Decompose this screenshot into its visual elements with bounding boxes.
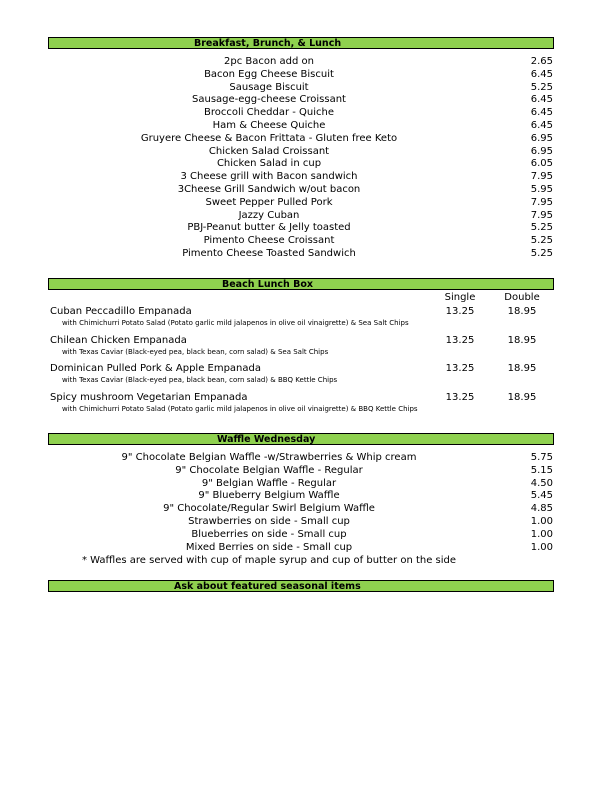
menu-item-name: Gruyere Cheese & Bacon Frittata - Gluten free Keto <box>140 132 398 144</box>
waffle-item-name: 9" Chocolate Belgian Waffle -w/Strawberries & Whip cream <box>121 452 417 463</box>
menu-item-row <box>0 209 612 222</box>
menu-item-price: 5.25 <box>530 81 553 93</box>
menu-item-row <box>0 119 612 132</box>
waffle-item-price: 4.50 <box>530 477 553 489</box>
lunchbox-item-name: Dominican Pulled Pork & Apple Empanada <box>50 363 261 375</box>
menu-item-price: 7.95 <box>530 171 553 183</box>
menu-item-name: Broccoli Cheddar - Quiche <box>203 107 335 119</box>
menu-item-name: Chicken Salad in cup <box>216 158 322 170</box>
section-header-lunchbox <box>48 278 554 290</box>
menu-item-name: Pimento Cheese Croissant <box>203 235 335 247</box>
menu-item-name: Bacon Egg Cheese Biscuit <box>204 68 334 80</box>
lunchbox-item-double-price: 18.95 <box>507 392 537 404</box>
lunchbox-item-description: with Chimichurri Potato Salad (Potato garlic mild jalapenos in olive oil vinaigrette) & BBQ Kettle Chips <box>62 405 418 414</box>
column-header-double: Double <box>504 292 540 303</box>
lunchbox-item-name: Chilean Chicken Empanada <box>50 334 187 346</box>
section-title: Ask about featured seasonal items <box>174 581 361 592</box>
menu-item-price: 7.95 <box>530 196 553 208</box>
menu-item-row <box>0 93 612 106</box>
menu-item-price: 6.95 <box>530 132 553 144</box>
section-title: Breakfast, Brunch, & Lunch <box>194 38 342 49</box>
lunchbox-item-double-price: 18.95 <box>507 306 537 317</box>
lunchbox-item-single-price: 13.25 <box>445 334 475 346</box>
menu-item-name: Sweet Pepper Pulled Pork <box>205 196 333 208</box>
lunchbox-item-single-price: 13.25 <box>445 306 475 317</box>
menu-item-price: 6.45 <box>530 94 553 106</box>
waffle-item-row <box>0 515 612 528</box>
waffle-item-price: 1.00 <box>530 541 553 553</box>
waffle-item-name: 9" Chocolate Belgian Waffle - Regular <box>175 464 363 476</box>
menu-item-row <box>0 234 612 247</box>
waffle-item-name: Strawberries on side - Small cup <box>188 516 350 527</box>
menu-item-row <box>0 170 612 183</box>
menu-item-price: 5.25 <box>530 248 553 259</box>
waffle-item-price: 5.75 <box>530 452 553 463</box>
lunchbox-item-row <box>0 362 612 375</box>
menu-item-row <box>0 81 612 94</box>
lunchbox-item-single-price: 13.25 <box>445 392 475 404</box>
lunchbox-item-row <box>0 334 612 347</box>
waffle-item-price: 4.85 <box>530 503 553 515</box>
menu-item-price: 6.45 <box>530 107 553 119</box>
waffle-item-row <box>0 502 612 515</box>
menu-item-name: Sausage Biscuit <box>229 81 309 93</box>
section-title: Waffle Wednesday <box>217 434 316 445</box>
menu-item-price: 5.25 <box>530 222 553 234</box>
lunchbox-item-single-price: 13.25 <box>445 363 475 375</box>
menu-item-row <box>0 68 612 81</box>
menu-item-row <box>0 106 612 119</box>
waffle-item-row <box>0 451 612 464</box>
menu-item-price: 5.25 <box>530 235 553 247</box>
waffle-item-price: 5.15 <box>530 464 553 476</box>
menu-item-price: 6.05 <box>530 158 553 170</box>
menu-item-row <box>0 247 612 260</box>
menu-item-name: Ham & Cheese Quiche <box>212 120 326 131</box>
lunchbox-item-description: with Texas Caviar (Black-eyed pea, black bean, corn salad) & BBQ Kettle Chips <box>62 376 338 385</box>
menu-item-row <box>0 183 612 196</box>
waffle-item-name: 9" Belgian Waffle - Regular <box>201 477 337 489</box>
menu-item-price: 6.45 <box>530 120 553 131</box>
menu-item-row <box>0 145 612 158</box>
lunchbox-item-double-price: 18.95 <box>507 363 537 375</box>
waffle-item-name: Blueberries on side - Small cup <box>191 528 347 540</box>
menu-item-row <box>0 157 612 170</box>
column-header-single: Single <box>444 292 476 303</box>
menu-item-price: 6.95 <box>530 145 553 157</box>
lunchbox-item-double-price: 18.95 <box>507 334 537 346</box>
waffle-item-row <box>0 464 612 477</box>
waffle-item-price: 1.00 <box>530 528 553 540</box>
lunchbox-item-name: Cuban Peccadillo Empanada <box>50 306 192 317</box>
menu-item-name: 3 Cheese grill with Bacon sandwich <box>180 171 358 183</box>
menu-item-price: 2.65 <box>530 56 553 67</box>
lunchbox-item-description: with Chimichurri Potato Salad (Potato garlic mild jalapenos in olive oil vinaigrette) & Sea Salt Chips <box>62 319 409 327</box>
waffle-item-row <box>0 541 612 554</box>
menu-item-row <box>0 221 612 234</box>
menu-item-row <box>0 132 612 145</box>
menu-item-row <box>0 55 612 68</box>
waffle-item-name: 9" Chocolate/Regular Swirl Belgium Waffle <box>163 503 375 515</box>
menu-item-name: Jazzy Cuban <box>238 209 300 221</box>
waffle-item-price: 5.45 <box>530 490 553 502</box>
waffle-item-name: Mixed Berries on side - Small cup <box>185 541 353 553</box>
lunchbox-column-headers <box>0 291 612 304</box>
menu-item-price: 5.95 <box>530 184 553 195</box>
menu-item-price: 6.45 <box>530 68 553 80</box>
menu-item-name: Chicken Salad Croissant <box>208 145 330 157</box>
lunchbox-item-name: Spicy mushroom Vegetarian Empanada <box>50 392 248 404</box>
lunchbox-item-description: with Texas Caviar (Black-eyed pea, black bean, corn salad) & Sea Salt Chips <box>62 347 329 356</box>
menu-item-name: 3Cheese Grill Sandwich w/out bacon <box>177 184 361 195</box>
waffle-item-price: 1.00 <box>530 516 553 527</box>
menu-item-price: 7.95 <box>530 209 553 221</box>
lunchbox-item-row <box>0 305 612 318</box>
waffle-item-row <box>0 528 612 541</box>
menu-item-name: 2pc Bacon add on <box>224 56 314 67</box>
menu-item-name: PBJ-Peanut butter & Jelly toasted <box>187 222 351 234</box>
lunchbox-item-row <box>0 391 612 404</box>
waffle-item-row <box>0 489 612 502</box>
waffle-item-name: 9" Blueberry Belgium Waffle <box>198 490 340 502</box>
menu-item-row <box>0 196 612 209</box>
menu-item-name: Sausage-egg-cheese Croissant <box>192 94 346 106</box>
menu-item-name: Pimento Cheese Toasted Sandwich <box>182 248 356 259</box>
section-title: Beach Lunch Box <box>222 279 313 290</box>
section-header-featured <box>48 580 554 592</box>
section-header-waffle <box>48 433 554 445</box>
waffle-item-row <box>0 477 612 490</box>
waffle-note: * Waffles are served with cup of maple syrup and cup of butter on the side <box>82 555 457 566</box>
section-header-breakfast <box>48 37 554 49</box>
